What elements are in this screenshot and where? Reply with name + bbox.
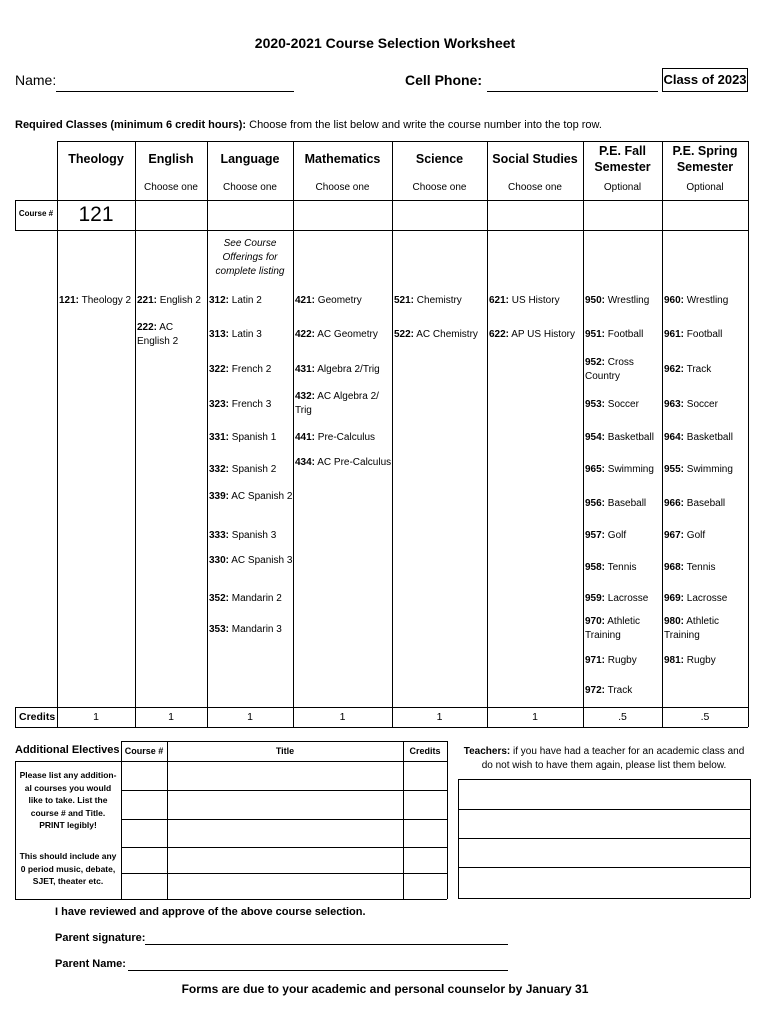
course-option-pe_spring [664,529,748,543]
required-heading: Required Classes (minimum 6 credit hours): [15,119,247,131]
course-option-language [209,463,293,477]
course-name: Algebra 2/Trig [315,364,380,375]
course-number-cell-english[interactable] [135,200,207,230]
course-option-pe_fall [585,463,662,477]
elective-credits-input[interactable] [403,790,447,819]
credits-value: 1 [339,711,346,723]
course-number-cell-pe_spring[interactable] [662,200,748,230]
course-number-cell-pe_fall[interactable] [583,200,662,230]
cell-phone-field[interactable] [487,91,658,92]
course-number: 431: [295,364,316,375]
credits-value: 1 [93,711,99,723]
course-option-language [209,592,293,606]
theology-course-number: 121 [78,203,114,226]
course-number: 964: [664,432,685,443]
course-number: 521: [394,295,415,306]
table-col-divider [748,141,749,727]
course-name: Track [605,685,633,696]
credits-value: 1 [436,711,443,723]
course-number-cell-language[interactable] [207,200,293,230]
course-name: AC English 2 [137,322,179,347]
course-option-language [209,431,293,445]
course-option-science [394,294,487,308]
course-number: 333: [209,530,230,541]
electives-title: Additional Electives [15,744,120,756]
course-name: Latin 2 [229,295,262,306]
table-left-border [15,707,16,727]
elective-title-input[interactable] [167,790,403,819]
course-name: Basketball [684,432,733,443]
course-option-pe_spring [664,463,748,477]
course-number: 622: [489,329,510,340]
course-name: Football [684,329,723,340]
elective-credits-input[interactable] [403,819,447,847]
teacher-name-input[interactable] [458,838,750,867]
course-option-pe_spring [664,398,748,412]
column-header: Language [220,152,280,166]
course-number: 960: [664,295,685,306]
course-number: 434: [295,457,316,468]
course-option-math [295,294,392,308]
course-option-pe_fall [585,356,662,384]
course-option-pe_fall [585,592,662,606]
approval-text: I have reviewed and approve of the above course selection. [55,906,366,918]
electives-note: Please list any addition-al courses you would like to take. List the course # and Title. PRINT legibly! [19,770,117,830]
elective-title-input[interactable] [167,819,403,847]
course-option-language [209,623,293,637]
course-name: Mandarin 3 [229,624,282,635]
course-number: 961: [664,329,685,340]
course-option-pe_fall [585,561,662,575]
course-option-pe_fall [585,328,662,342]
course-number: 956: [585,498,606,509]
electives-bottom-border [15,899,447,900]
parent-name-field[interactable] [128,970,508,971]
course-offerings-note: See Course Offerings for complete listing [215,238,285,277]
credits-value: 1 [247,711,253,723]
column-header: Theology [68,152,124,166]
course-name: Athletic Training [585,616,641,641]
course-name: US History [509,295,560,306]
course-number: 323: [209,399,230,410]
course-option-pe_fall [585,684,662,698]
course-number: 955: [664,464,685,475]
course-option-theology [59,294,135,308]
table-top-border [57,141,748,142]
course-number: 421: [295,295,316,306]
course-number: 221: [137,295,158,306]
course-name: Football [605,329,644,340]
course-name: Basketball [605,432,654,443]
course-number: 969: [664,593,685,604]
course-number: 951: [585,329,606,340]
course-option-pe_spring [664,561,748,575]
teachers-border [750,779,751,898]
course-name: Wrestling [684,295,729,306]
course-number: 968: [664,562,685,573]
course-option-science [394,328,487,342]
column-subheader: Optional [603,182,642,193]
course-option-pe_fall [585,654,662,668]
course-name: AC Algebra 2/ Trig [295,391,379,416]
teachers-text: if you have had a teacher for an academic class and do not wish to have them again, please list them below. [481,746,745,771]
column-subheader: Choose one [412,182,467,193]
column-header: English [148,152,194,166]
course-number: 353: [209,624,230,635]
course-name: Pre-Calculus [315,432,376,443]
column-header: Social Studies [492,152,578,166]
course-number: 121: [59,295,80,306]
electives-note-2: This should include any 0 period music, debate, SJET, theater etc. [19,851,117,886]
course-number: 313: [209,329,230,340]
column-header: P.E. Fall Semester [594,144,651,174]
course-name: AC Geometry [315,329,378,340]
teacher-name-input[interactable] [458,809,750,838]
electives-col-course: Course # [124,746,164,756]
teacher-name-input[interactable] [458,867,750,898]
course-option-math [295,456,392,470]
course-number: 965: [585,464,606,475]
parent-signature-field[interactable] [145,944,508,945]
elective-course-input[interactable] [121,847,167,873]
course-name: French 3 [229,399,272,410]
column-subheader: Optional [686,182,724,193]
course-number: 432: [295,391,316,402]
column-subheader: Choose one [315,182,370,193]
course-name: Baseball [605,498,647,509]
course-option-math [295,363,392,377]
course-name: Golf [684,530,706,541]
electives-col-divider [447,741,448,899]
course-name: AC Pre-Calculus [315,457,392,468]
course-number: 621: [489,295,510,306]
course-option-pe_spring [664,654,748,668]
cell-phone-label: Cell Phone: [405,72,483,88]
course-name: AP US History [509,329,575,340]
course-option-pe_fall [585,615,662,643]
column-header: Mathematics [304,152,381,166]
elective-title-input[interactable] [167,761,403,790]
teachers-label: Teachers: [463,746,511,757]
course-number: 959: [585,593,606,604]
course-number: 954: [585,432,606,443]
elective-credits-input[interactable] [403,847,447,873]
course-name: Track [684,364,712,375]
course-number: 331: [209,432,230,443]
course-number-cell-math[interactable] [293,200,392,230]
elective-course-input[interactable] [121,873,167,899]
course-number: 441: [295,432,316,443]
course-name: French 2 [229,364,272,375]
course-number: 352: [209,593,230,604]
course-option-pe_fall [585,398,662,412]
course-option-language [209,554,293,568]
course-row-bottom [15,230,748,231]
column-subheader: Choose one [144,182,198,193]
course-name: Soccer [605,399,639,410]
course-number: 222: [137,322,158,333]
course-option-math [295,390,392,418]
course-option-language [209,328,293,342]
elective-course-input[interactable] [121,761,167,790]
course-name: Theology 2 [79,295,132,306]
course-option-social [489,328,583,342]
page-title: 2020-2021 Course Selection Worksheet [254,35,516,51]
course-option-language [209,294,293,308]
electives-col-title: Title [275,746,295,756]
course-number-cell-social[interactable] [487,200,583,230]
course-name: Golf [605,530,627,541]
course-option-pe_spring [664,497,748,511]
course-number: 952: [585,357,606,368]
electives-border [15,761,16,899]
teacher-name-input[interactable] [458,779,750,809]
course-name: Athletic Training [664,616,720,641]
column-header: Science [415,152,464,166]
course-name: AC Spanish 3 [229,555,293,566]
credits-row-top [15,707,748,708]
course-number: 322: [209,364,230,375]
course-number: 981: [664,655,685,666]
course-option-pe_spring [664,615,748,643]
course-number: 967: [664,530,685,541]
course-option-language [209,529,293,543]
name-field[interactable] [56,91,294,92]
column-header: P.E. Spring Semester [672,144,738,174]
column-subheader: Choose one [508,182,562,193]
elective-title-input[interactable] [167,847,403,873]
course-option-math [295,431,392,445]
name-label: Name: [15,72,57,88]
course-option-pe_spring [664,431,748,445]
course-option-pe_fall [585,497,662,511]
credits-value: 1 [532,711,538,723]
required-text: Choose from the list below and write the course number into the top row. [249,119,602,131]
course-name: Swimming [605,464,654,475]
course-number: 332: [209,464,230,475]
course-option-pe_spring [664,328,748,342]
course-name: Swimming [684,464,733,475]
course-name: Spanish 1 [229,432,277,443]
course-name: Lacrosse [605,593,649,604]
due-notice: Forms are due to your academic and personal counselor by January 31 [181,982,589,996]
course-number: 950: [585,295,606,306]
course-number-label: Course # [18,209,54,218]
course-number: 957: [585,530,606,541]
teachers-instructions [458,745,750,773]
course-option-social [489,294,583,308]
credits-label: Credits [19,711,56,723]
elective-title-input[interactable] [167,873,403,899]
course-option-pe_fall [585,529,662,543]
course-name: Lacrosse [684,593,728,604]
column-subheader: Choose one [223,182,277,193]
course-number-cell-science[interactable] [392,200,487,230]
course-option-language [209,490,293,504]
course-number: 953: [585,399,606,410]
course-number: 422: [295,329,316,340]
course-number: 966: [664,498,685,509]
course-option-pe_spring [664,363,748,377]
course-option-english [137,321,207,349]
course-option-pe_spring [664,592,748,606]
course-name: Spanish 2 [229,464,277,475]
elective-course-input[interactable] [121,790,167,819]
course-number: 972: [585,685,606,696]
course-name: Tennis [605,562,637,573]
course-number: 971: [585,655,606,666]
parent-signature-label: Parent signature: [55,932,146,944]
course-number: 963: [664,399,685,410]
elective-credits-input[interactable] [403,761,447,790]
course-name: Rugby [684,655,716,666]
course-number: 970: [585,616,606,627]
parent-name-label: Parent Name: [55,958,126,970]
teachers-row-line [458,898,750,899]
course-name: Tennis [684,562,716,573]
course-number: 980: [664,616,685,627]
elective-credits-input[interactable] [403,873,447,899]
course-name: AC Spanish 2 [229,491,293,502]
electives-top-border [121,741,447,742]
course-name: Chemistry [414,295,462,306]
course-number: 312: [209,295,230,306]
course-option-pe_fall [585,294,662,308]
credits-value: .5 [700,711,710,723]
required-instructions [15,119,602,131]
credits-value: .5 [618,711,627,723]
course-name: Geometry [315,295,362,306]
course-option-pe_fall [585,431,662,445]
course-number: 522: [394,329,415,340]
course-number: 962: [664,364,685,375]
credits-value: 1 [168,711,174,723]
electives-col-credits: Credits [409,746,441,756]
course-name: Rugby [605,655,637,666]
table-bottom-border [15,727,748,728]
course-name: Cross Country [585,357,634,382]
course-name: Spanish 3 [229,530,277,541]
course-name: Latin 3 [229,329,262,340]
course-name: Wrestling [605,295,650,306]
course-name: AC Chemistry [414,329,478,340]
course-option-math [295,328,392,342]
course-option-language [209,398,293,412]
class-of-box: Class of 2023 [662,68,748,92]
course-option-english [137,294,207,308]
course-number: 958: [585,562,606,573]
course-number: 330: [209,555,230,566]
elective-course-input[interactable] [121,819,167,847]
course-name: Soccer [684,399,718,410]
course-number: 339: [209,491,230,502]
course-name: English 2 [157,295,201,306]
course-option-pe_spring [664,294,748,308]
course-name: Baseball [684,498,726,509]
course-name: Mandarin 2 [229,593,282,604]
course-option-language [209,363,293,377]
